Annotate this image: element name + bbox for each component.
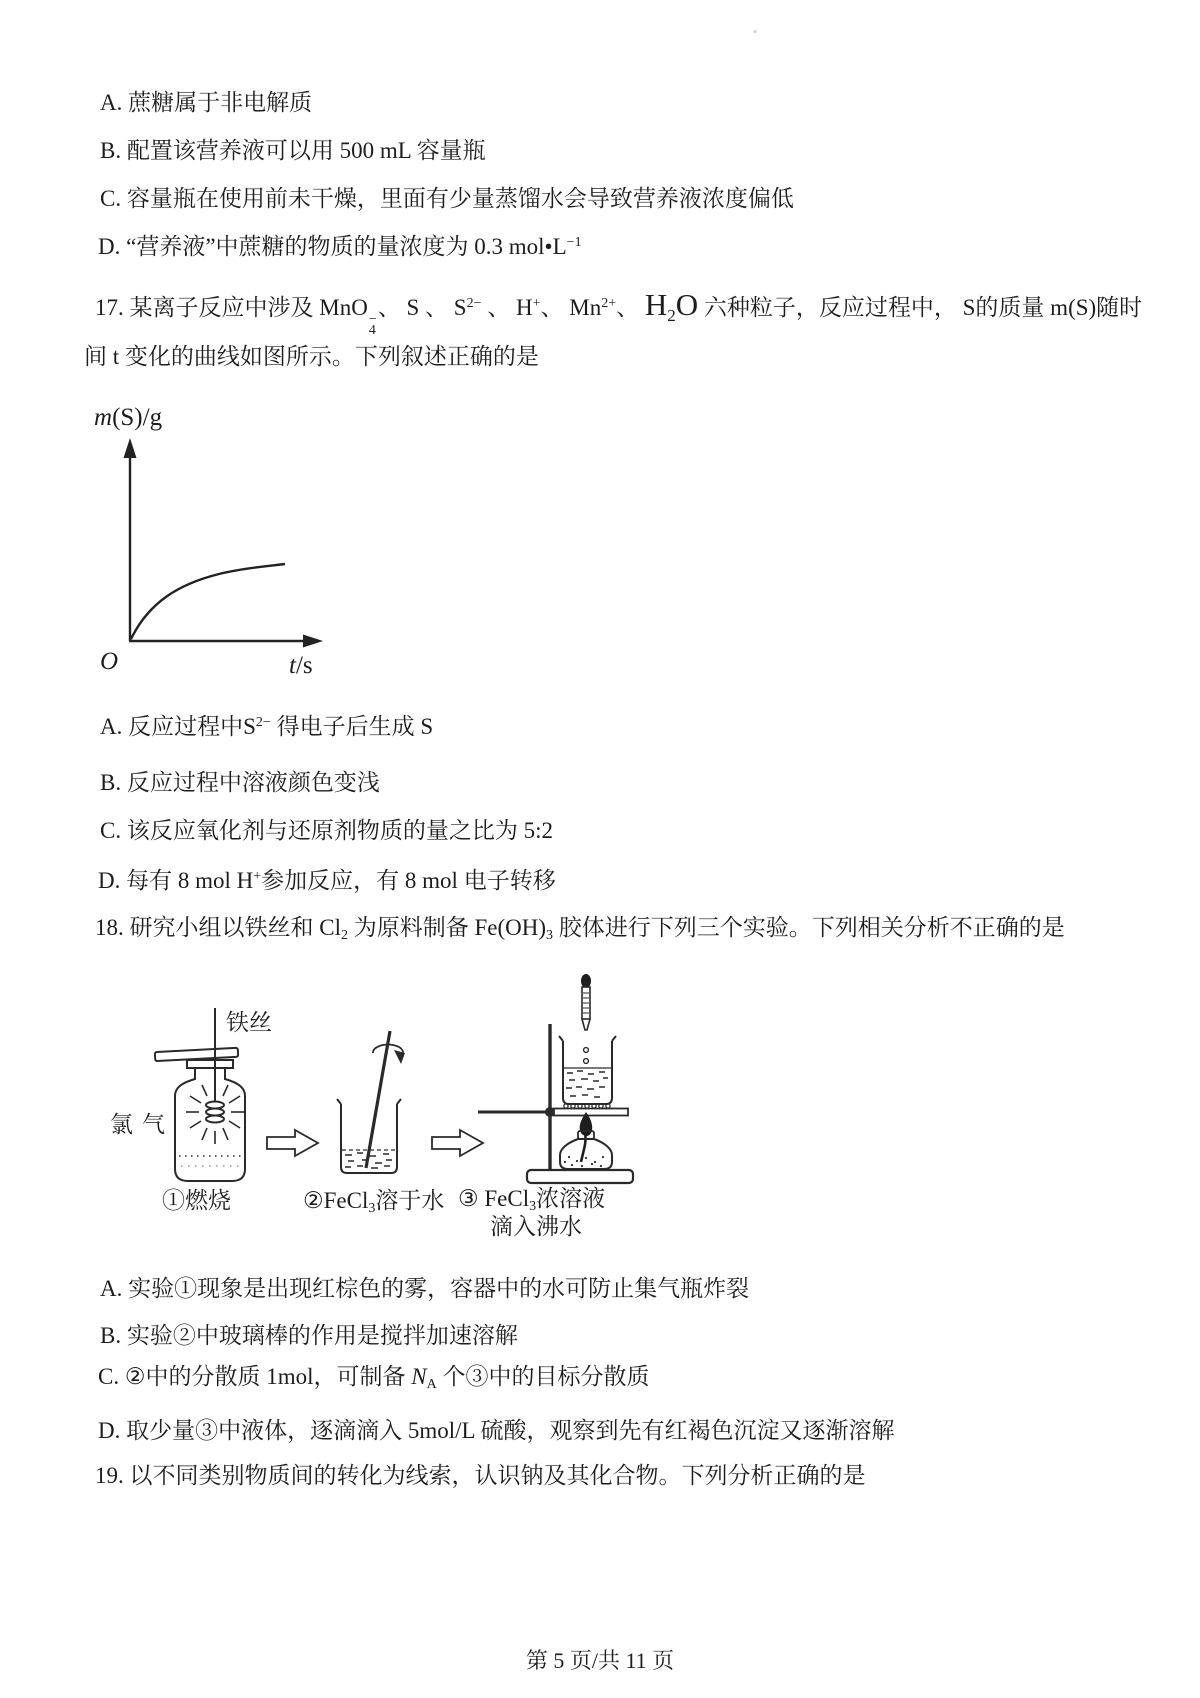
q17-sep2: 、 H	[481, 295, 533, 320]
y-axis-arrowhead	[124, 438, 137, 458]
wire-coil	[206, 1116, 224, 1123]
q17-d-h: H	[236, 868, 254, 893]
stand-base	[527, 1170, 633, 1183]
mn-sup: 2+	[601, 296, 617, 311]
q18-option-c	[98, 1362, 649, 1394]
avogadro-sub: A	[426, 1377, 437, 1392]
x-label-t: t	[289, 652, 296, 679]
cap3-post: 浓溶液	[536, 1186, 606, 1211]
wire-coil	[206, 1102, 224, 1109]
block-arrow-1	[267, 1130, 318, 1156]
q17-option-b: B. 反应过程中溶液颜色变浅	[100, 770, 380, 795]
cap3-sub: 3	[529, 1199, 537, 1214]
q16-option-d	[98, 232, 582, 262]
graph-y-label	[94, 402, 162, 435]
feoh3-formula: Fe(OH)	[474, 915, 547, 940]
q16-option-d-sup: −1	[566, 235, 582, 250]
falling-drop	[584, 1059, 589, 1064]
ring-plate	[554, 1109, 628, 1116]
q17-stem-post: 六种粒子，反应过程中， S的质量 m(S)随时	[698, 295, 1143, 320]
q18-option-a: A. 实验①现象是出现红棕色的雾，容器中的水可防止集气瓶炸裂	[100, 1276, 750, 1301]
q17-sep4: 、	[616, 295, 645, 320]
dropper-bulb	[581, 974, 591, 988]
glass-rod	[366, 1031, 390, 1168]
q18-c-pre: C. ②中的分散质 1mol，可制备	[98, 1364, 412, 1389]
q16-option-a: A. 蔗糖属于非电解质	[100, 90, 313, 115]
q17-a-sup: 2−	[255, 715, 271, 730]
q17-a-pre: A. 反应过程中	[100, 714, 244, 739]
dropper	[581, 974, 591, 1030]
q17-option-d	[98, 866, 556, 896]
graph-x-label	[289, 650, 313, 683]
q17-option-c: C. 该反应氧化剂与还原剂物质的量之比为 5:2	[100, 818, 553, 843]
wire-coil	[206, 1109, 224, 1116]
q17-d-post: 参加反应，有 8 mol 电子转移	[261, 868, 556, 893]
h-sup: +	[532, 296, 541, 311]
cap2-post: 溶于水	[375, 1188, 445, 1213]
boiling-liquid-dashes	[566, 1071, 608, 1097]
q18-c-post: 个③中的目标分散质	[436, 1364, 650, 1389]
cap2-pre: ②FeCl	[303, 1188, 369, 1213]
beaker-spout	[612, 1036, 616, 1041]
axes	[129, 456, 307, 641]
q17-option-a	[100, 712, 433, 742]
q16-option-c: C. 容量瓶在使用前未干燥，里面有少量蒸馏水会导致营养液浓度偏低	[100, 186, 794, 211]
cl2-sub: 2	[340, 928, 348, 943]
saturating-curve	[131, 564, 285, 639]
caption-step1-burning: ①燃烧	[162, 1188, 231, 1213]
beaker-spout	[337, 1099, 341, 1104]
bottle-mouth-rim	[187, 1060, 233, 1068]
label-chlorine-gas: 氯气	[110, 1112, 174, 1137]
q17-d-sup: +	[253, 869, 262, 884]
y-label-m: m	[94, 404, 113, 431]
beaker	[341, 1104, 397, 1173]
x-label-rest: /s	[295, 652, 313, 679]
cl2-formula: Cl	[319, 915, 341, 940]
s2-formula: S	[453, 295, 467, 320]
x-axis-arrowhead	[303, 635, 323, 648]
block-arrow-2	[432, 1130, 483, 1156]
q19-stem: 19. 以不同类别物质间的转化为线索，认识钠及其化合物。下列分析正确的是	[95, 1463, 866, 1488]
paper-speck	[753, 30, 757, 33]
page-number-footer: 第 5 页/共 11 页	[525, 1648, 675, 1673]
caption-step3-line2: 滴入沸水	[490, 1214, 582, 1239]
caption-step2-dissolve	[303, 1186, 444, 1218]
q17-a-s: S	[243, 714, 256, 739]
avogadro-n: N	[411, 1364, 427, 1389]
q18-option-b: B. 实验②中玻璃棒的作用是搅拌加速溶解	[100, 1323, 518, 1348]
q17-stem-line1	[95, 285, 1142, 337]
cap3-pre: ③ FeCl	[458, 1186, 530, 1211]
stand-heating-figure	[478, 974, 633, 1183]
q17-sep1: 、 S 、	[377, 295, 454, 320]
q16-option-b: B. 配置该营养液可以用 500 mL 容量瓶	[100, 138, 486, 163]
y-label-rest: (S)/g	[112, 404, 163, 431]
beaker-spout	[559, 1036, 563, 1041]
s2-sup: 2−	[466, 296, 482, 311]
q16-option-d-text: D. “营养液”中蔗糖的物质的量浓度为 0.3 mol•L	[98, 234, 567, 259]
falling-drop	[584, 1048, 589, 1053]
q18-stem-post: 胶体进行下列三个实验。下列相关分析不正确的是	[553, 915, 1065, 940]
q18-stem-pre: 18. 研究小组以铁丝和	[95, 915, 320, 940]
q17-sep3: 、 Mn	[540, 295, 602, 320]
feoh3-sub: 3	[546, 928, 554, 943]
q18-option-d: D. 取少量③中液体，逐滴滴入 5mol/L 硫酸，观察到先有红褐色沉淀又逐渐溶解	[98, 1418, 895, 1443]
q17-graph-figure	[85, 390, 415, 690]
label-iron-wire: 铁丝	[226, 1010, 272, 1035]
graph-origin-label: O	[100, 648, 119, 675]
cap2-sub: 3	[368, 1201, 376, 1216]
q17-stem-line2: 间 t 变化的曲线如图所示。下列叙述正确的是	[84, 344, 539, 369]
q17-a-post: 得电子后生成 S	[270, 714, 434, 739]
q17-d-pre: D. 每有 8 mol	[98, 868, 237, 893]
h2o-formula: H2O	[644, 287, 699, 325]
q18-stem-mid: 为原料制备	[347, 915, 475, 940]
lamp-wick	[581, 1133, 586, 1162]
mno4-charge-stack: − 4	[368, 312, 377, 338]
beaker-spout	[397, 1099, 401, 1104]
dropper-tip	[582, 1019, 590, 1030]
q17-stem-pre: 17. 某离子反应中涉及	[95, 295, 320, 320]
alcohol-dots	[564, 1156, 604, 1167]
mno4-formula: MnO	[319, 295, 368, 320]
beaker-stirring-figure	[337, 1031, 405, 1173]
